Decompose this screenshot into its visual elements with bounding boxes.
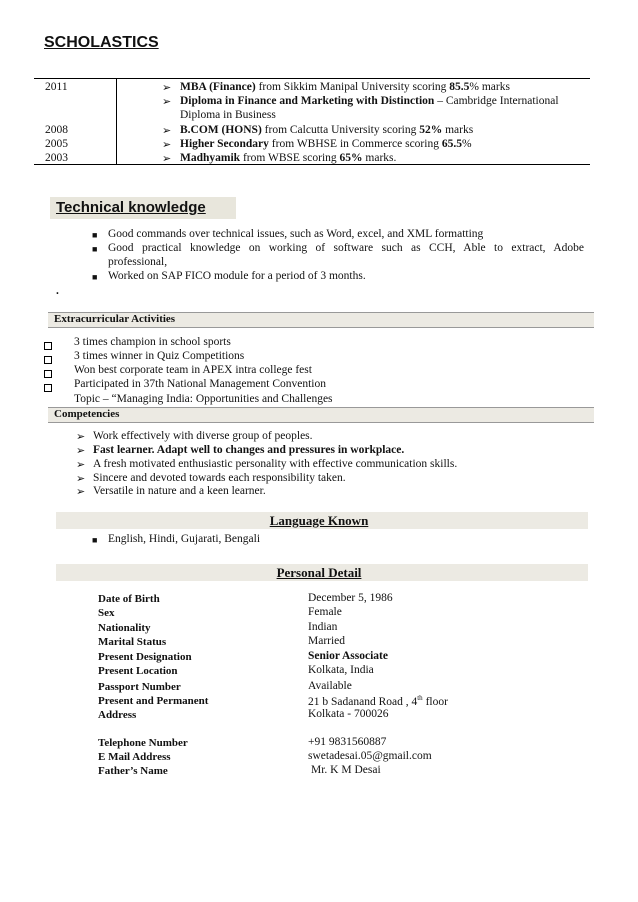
stray-dot: .	[56, 285, 59, 297]
scholastics-title: SCHOLASTICS	[44, 34, 159, 51]
year-cell: 2011	[45, 81, 68, 93]
extracurricular-topic: Topic – “Managing India: Opportunities and Challenges	[74, 393, 333, 405]
education-entry	[180, 95, 559, 107]
competency-item: Fast learner. Adapt well to changes and pressures in workplace.	[93, 444, 405, 456]
checkbox-bullet-icon	[44, 356, 52, 364]
arrow-bullet-icon: ➢	[76, 459, 86, 471]
arrow-bullet-icon: ➢	[76, 486, 86, 498]
detail-label: E Mail Address	[98, 751, 171, 763]
degree-detail: from Sikkim Manipal University scoring	[255, 81, 450, 93]
education-entry	[180, 152, 396, 164]
competency-item: A fresh motivated enthusiastic personality with effective communication skills.	[93, 458, 458, 470]
extracurricular-item: Participated in 37th National Management Convention	[74, 378, 326, 390]
bar-underline	[48, 327, 594, 328]
detail-value: 21 b Sadanand Road , 4th floor	[308, 694, 448, 708]
bar-underline	[48, 422, 594, 423]
square-bullet-icon: ■	[92, 230, 98, 240]
table-column-rule	[116, 78, 117, 165]
year-cell: 2008	[45, 124, 68, 136]
language-title: Language Known	[269, 513, 369, 528]
technical-item-cont: professional,	[108, 256, 168, 268]
detail-value: Kolkata - 700026	[308, 708, 389, 720]
degree-detail: – Cambridge International	[434, 95, 559, 107]
technical-item: Worked on SAP FICO module for a period of 3 months.	[108, 270, 366, 282]
arrow-bullet-icon: ➢	[162, 139, 172, 151]
detail-label: Present and Permanent	[98, 695, 209, 707]
detail-label: Present Location	[98, 665, 178, 677]
arrow-bullet-icon: ➢	[162, 153, 172, 165]
detail-label: Sex	[98, 607, 115, 619]
education-entry	[180, 138, 472, 150]
detail-label: Nationality	[98, 622, 151, 634]
arrow-bullet-icon: ➢	[162, 125, 172, 137]
score: 65.5	[441, 138, 462, 150]
detail-value: Mr. K M Desai	[311, 764, 381, 776]
degree-detail: from WBSE scoring	[240, 152, 340, 164]
degree-detail: Diploma in Business	[180, 109, 276, 121]
year-cell: 2005	[45, 138, 68, 150]
year-cell: 2003	[45, 152, 68, 164]
detail-value: Available	[308, 680, 352, 692]
extracurricular-title: Extracurricular Activities	[54, 313, 176, 325]
score-suffix: %	[461, 138, 472, 150]
competencies-title: Competencies	[54, 408, 120, 420]
arrow-bullet-icon: ➢	[162, 96, 172, 108]
arrow-bullet-icon: ➢	[76, 473, 86, 485]
technical-item: Good practical knowledge on working of software such as CCH, Able to extract, Adobe	[108, 242, 584, 254]
detail-label: Father’s Name	[98, 765, 168, 777]
score-suffix: marks.	[362, 152, 397, 164]
degree-detail: from WBHSE in Commerce scoring	[268, 138, 442, 150]
degree-detail: from Calcutta University scoring	[261, 124, 420, 136]
detail-value: Kolkata, India	[308, 664, 374, 676]
competency-item: Versatile in nature and a keen learner.	[93, 485, 266, 497]
checkbox-bullet-icon	[44, 384, 52, 392]
detail-value: Indian	[308, 621, 338, 633]
square-bullet-icon: ■	[92, 272, 98, 282]
degree-name: Madhyamik	[180, 152, 241, 164]
detail-value: +91 9831560887	[308, 736, 387, 748]
technical-item: Good commands over technical issues, such as Word, excel, and XML formatting	[108, 228, 484, 240]
table-top-rule	[34, 78, 590, 79]
extracurricular-item: Won best corporate team in APEX intra college fest	[74, 364, 312, 376]
detail-label: Marital Status	[98, 636, 167, 648]
detail-value: Female	[308, 606, 342, 618]
personal-title: Personal Detail	[276, 565, 362, 580]
detail-value: December 5, 1986	[308, 592, 393, 604]
detail-label: Date of Birth	[98, 593, 160, 605]
degree-name: Higher Secondary	[180, 138, 269, 150]
square-bullet-icon: ■	[92, 535, 98, 545]
arrow-bullet-icon: ➢	[76, 445, 86, 457]
score-suffix: marks	[442, 124, 474, 136]
detail-label: Passport Number	[98, 681, 181, 693]
competencies-bar	[48, 407, 594, 422]
score-suffix: % marks	[469, 81, 510, 93]
detail-label: Address	[98, 709, 137, 721]
degree-name: Diploma in Finance and Marketing with Distinction	[180, 95, 435, 107]
score: 65%	[339, 152, 363, 164]
extracurricular-item: 3 times champion in school sports	[74, 336, 231, 348]
detail-value: swetadesai.05@gmail.com	[308, 750, 432, 762]
extracurricular-item: 3 times winner in Quiz Competitions	[74, 350, 245, 362]
detail-value: Senior Associate	[308, 650, 388, 662]
table-bottom-rule	[34, 164, 590, 165]
detail-value: Married	[308, 635, 346, 647]
technical-title: Technical knowledge	[56, 199, 206, 216]
detail-label: Present Designation	[98, 651, 192, 663]
arrow-bullet-icon: ➢	[162, 82, 172, 94]
competency-item: Sincere and devoted towards each responsibility taken.	[93, 472, 346, 484]
degree-name: MBA (Finance)	[180, 81, 256, 93]
education-entry	[180, 109, 276, 121]
checkbox-bullet-icon	[44, 370, 52, 378]
square-bullet-icon: ■	[92, 244, 98, 254]
score: 85.5	[449, 81, 470, 93]
education-entry	[180, 124, 473, 136]
competency-item: Work effectively with diverse group of peoples.	[93, 430, 313, 442]
language-item: English, Hindi, Gujarati, Bengali	[108, 533, 261, 545]
detail-label: Telephone Number	[98, 737, 188, 749]
arrow-bullet-icon: ➢	[76, 431, 86, 443]
score: 52%	[419, 124, 443, 136]
education-entry	[180, 81, 510, 93]
degree-name: B.COM (HONS)	[180, 124, 262, 136]
checkbox-bullet-icon	[44, 342, 52, 350]
